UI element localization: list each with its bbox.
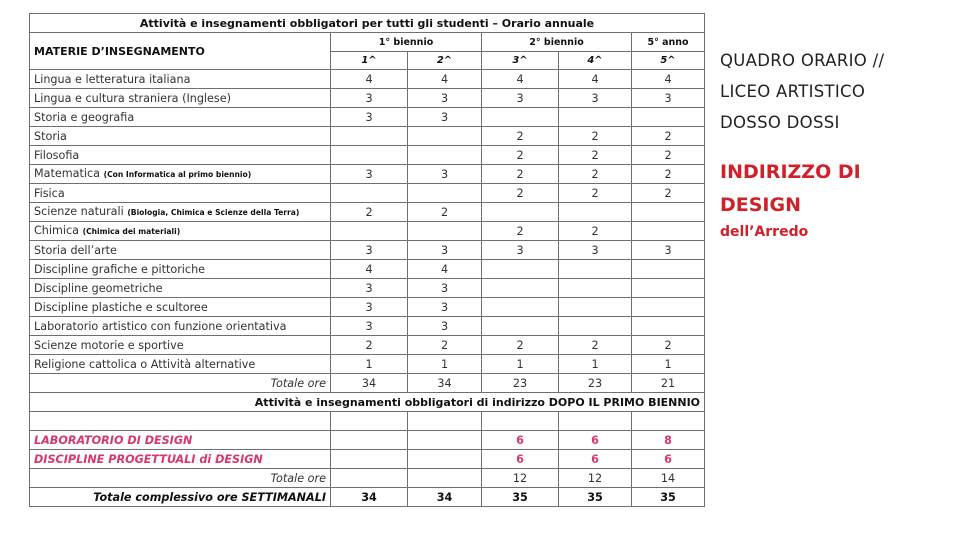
hours-cell: 4	[482, 70, 559, 89]
hours-cell: 2	[482, 222, 559, 241]
complessivo-cell: 34	[408, 488, 482, 507]
hours-cell: 3	[408, 279, 482, 298]
complessivo-label: Totale complessivo ore SETTIMANALI	[30, 488, 331, 507]
side-spacer	[720, 138, 884, 156]
year-header-1: 1^	[331, 52, 408, 70]
empty-cell	[632, 412, 705, 431]
hours-cell	[408, 127, 482, 146]
indirizzo-hours-cell	[408, 431, 482, 450]
subject-cell	[30, 203, 331, 222]
hours-cell: 4	[559, 70, 632, 89]
subject-label: Scienze naturali	[34, 205, 124, 218]
totale-cell: 23	[482, 374, 559, 393]
hours-cell: 4	[331, 260, 408, 279]
subject-cell	[30, 89, 331, 108]
totale-cell: 34	[331, 374, 408, 393]
hours-cell	[559, 317, 632, 336]
subject-cell	[30, 70, 331, 89]
side-title-line-3: DOSSO DOSSI	[720, 113, 840, 132]
hours-cell: 3	[408, 298, 482, 317]
indirizzo-subheading: dell’Arredo	[720, 224, 809, 240]
indirizzo-subject: DISCIPLINE PROGETTUALI di DESIGN	[30, 450, 331, 469]
indirizzo-totale-cell: 12	[482, 469, 559, 488]
hours-cell: 2	[331, 336, 408, 355]
subject-label: Filosofia	[34, 148, 80, 162]
empty-cell	[408, 412, 482, 431]
group-header-1-biennio: 1° biennio	[331, 33, 482, 52]
hours-cell: 2	[408, 336, 482, 355]
subject-label: Scienze motorie e sportive	[34, 338, 184, 352]
empty-row	[30, 412, 705, 431]
indirizzo-hours-cell: 6	[559, 450, 632, 469]
hours-cell	[559, 298, 632, 317]
subject-label: Chimica	[34, 224, 80, 237]
hours-cell: 3	[482, 241, 559, 260]
indirizzo-hours-cell	[331, 450, 408, 469]
hours-cell	[331, 184, 408, 203]
year-header-5: 5^	[632, 52, 705, 70]
hours-cell: 3	[632, 241, 705, 260]
subject-label: Discipline plastiche e scultoree	[34, 300, 208, 314]
table-row	[30, 355, 705, 374]
subject-note: (Biologia, Chimica e Scienze della Terra)	[127, 208, 300, 217]
table-row	[30, 336, 705, 355]
hours-cell: 3	[331, 165, 408, 184]
hours-cell: 1	[408, 355, 482, 374]
hours-cell: 1	[331, 355, 408, 374]
indirizzo-heading-line-1: INDIRIZZO DI	[720, 161, 861, 183]
table-row	[30, 70, 705, 89]
hours-cell: 2	[482, 165, 559, 184]
side-title-line-1: QUADRO ORARIO //	[720, 51, 885, 70]
hours-cell	[408, 146, 482, 165]
indirizzo-title-row	[30, 393, 705, 412]
table-row	[30, 89, 705, 108]
hours-cell: 2	[559, 127, 632, 146]
indirizzo-row	[30, 431, 705, 450]
table-row	[30, 184, 705, 203]
hours-cell: 3	[408, 89, 482, 108]
hours-cell: 4	[632, 70, 705, 89]
hours-cell	[331, 146, 408, 165]
materie-header: MATERIE D’INSEGNAMENTO	[30, 33, 331, 70]
subject-label: Storia	[34, 129, 67, 143]
hours-cell	[408, 184, 482, 203]
hours-cell	[331, 127, 408, 146]
hours-cell: 3	[331, 241, 408, 260]
year-header-3: 3^	[482, 52, 559, 70]
hours-cell: 3	[408, 241, 482, 260]
empty-cell	[482, 412, 559, 431]
hours-cell: 1	[482, 355, 559, 374]
hours-cell: 2	[559, 146, 632, 165]
subject-cell	[30, 336, 331, 355]
orario-table-body	[30, 14, 705, 507]
hours-cell	[482, 108, 559, 127]
indirizzo-totale-cell	[408, 469, 482, 488]
hours-cell: 3	[331, 108, 408, 127]
indirizzo-hours-cell: 6	[559, 431, 632, 450]
indirizzo-heading-line-2: DESIGN	[720, 194, 802, 216]
subject-label: Storia e geografia	[34, 110, 135, 124]
subject-label: Religione cattolica o Attività alternative	[34, 357, 256, 371]
hours-cell: 4	[408, 260, 482, 279]
hours-cell: 3	[408, 165, 482, 184]
subject-note: (Chimica dei materiali)	[82, 227, 181, 236]
hours-cell: 3	[632, 89, 705, 108]
hours-cell: 2	[559, 165, 632, 184]
table-row	[30, 298, 705, 317]
hours-cell	[632, 317, 705, 336]
indirizzo-subject: LABORATORIO DI DESIGN	[30, 431, 331, 450]
table-row	[30, 241, 705, 260]
indirizzo-totale-label: Totale ore	[30, 469, 331, 488]
hours-cell: 3	[408, 317, 482, 336]
hours-cell	[482, 298, 559, 317]
hours-cell: 2	[559, 336, 632, 355]
indirizzo-hours-cell: 6	[482, 431, 559, 450]
hours-cell: 2	[559, 222, 632, 241]
hours-cell: 2	[482, 127, 559, 146]
hours-cell: 2	[482, 146, 559, 165]
hours-cell: 1	[559, 355, 632, 374]
complessivo-cell: 35	[632, 488, 705, 507]
totale-cell: 23	[559, 374, 632, 393]
hours-cell: 3	[331, 317, 408, 336]
hours-cell: 2	[632, 336, 705, 355]
hours-cell	[559, 108, 632, 127]
hours-cell	[559, 260, 632, 279]
table-row	[30, 203, 705, 222]
table-title: Attività e insegnamenti obbligatori per tutti gli studenti – Orario annuale	[30, 14, 705, 33]
indirizzo-totale-cell	[331, 469, 408, 488]
side-title-line-2: LICEO ARTISTICO	[720, 82, 866, 101]
hours-cell: 2	[632, 127, 705, 146]
indirizzo-hours-cell	[408, 450, 482, 469]
totale-cell: 21	[632, 374, 705, 393]
hours-cell: 3	[559, 241, 632, 260]
hours-cell	[408, 222, 482, 241]
hours-cell	[559, 279, 632, 298]
empty-cell	[331, 412, 408, 431]
subject-label: Discipline geometriche	[34, 281, 163, 295]
indirizzo-totale-cell: 12	[559, 469, 632, 488]
hours-cell: 3	[331, 298, 408, 317]
hours-cell	[331, 222, 408, 241]
hours-cell	[632, 298, 705, 317]
indirizzo-hours-cell: 6	[632, 450, 705, 469]
indirizzo-hours-cell: 8	[632, 431, 705, 450]
subject-label: Fisica	[34, 186, 65, 200]
hours-cell	[632, 108, 705, 127]
table-row	[30, 317, 705, 336]
hours-cell	[482, 317, 559, 336]
hours-cell: 2	[482, 184, 559, 203]
totale-label: Totale ore	[30, 374, 331, 393]
hours-cell	[482, 203, 559, 222]
subject-label: Lingua e letteratura italiana	[34, 72, 191, 86]
complessivo-cell: 35	[559, 488, 632, 507]
subject-note: (Con Informatica al primo biennio)	[103, 170, 252, 179]
side-panel	[720, 45, 884, 242]
subject-cell	[30, 298, 331, 317]
subject-cell	[30, 146, 331, 165]
hours-cell: 4	[408, 70, 482, 89]
hours-cell	[482, 279, 559, 298]
hours-cell: 3	[408, 108, 482, 127]
year-header-4: 4^	[559, 52, 632, 70]
hours-cell: 3	[331, 279, 408, 298]
indirizzo-totale-row	[30, 469, 705, 488]
complessivo-cell: 34	[331, 488, 408, 507]
subject-label: Lingua e cultura straniera (Inglese)	[34, 91, 231, 105]
subject-label: Matematica	[34, 167, 101, 180]
hours-cell: 3	[482, 89, 559, 108]
hours-cell	[632, 203, 705, 222]
complessivo-cell: 35	[482, 488, 559, 507]
table-group-header-row	[30, 33, 705, 52]
totale-row	[30, 374, 705, 393]
table-row	[30, 222, 705, 241]
orario-table	[29, 13, 705, 507]
subject-cell	[30, 260, 331, 279]
subject-label: Discipline grafiche e pittoriche	[34, 262, 206, 276]
hours-cell: 2	[632, 146, 705, 165]
hours-cell: 2	[632, 184, 705, 203]
subject-cell	[30, 355, 331, 374]
hours-cell	[632, 260, 705, 279]
subject-cell	[30, 184, 331, 203]
empty-cell	[559, 412, 632, 431]
totale-cell: 34	[408, 374, 482, 393]
hours-cell: 3	[331, 89, 408, 108]
group-header-5-anno: 5° anno	[632, 33, 705, 52]
subject-cell	[30, 241, 331, 260]
table-row	[30, 146, 705, 165]
empty-cell	[30, 412, 331, 431]
hours-cell: 2	[408, 203, 482, 222]
hours-cell: 2	[632, 165, 705, 184]
table-row	[30, 279, 705, 298]
subject-cell	[30, 127, 331, 146]
hours-cell: 2	[482, 336, 559, 355]
hours-cell: 2	[559, 184, 632, 203]
subject-cell	[30, 317, 331, 336]
indirizzo-hours-cell: 6	[482, 450, 559, 469]
table-row	[30, 127, 705, 146]
subject-label: Storia dell’arte	[34, 243, 117, 257]
indirizzo-title: Attività e insegnamenti obbligatori di indirizzo DOPO IL PRIMO BIENNIO	[30, 393, 705, 412]
subject-cell	[30, 108, 331, 127]
hours-cell	[632, 279, 705, 298]
hours-cell: 2	[331, 203, 408, 222]
indirizzo-totale-cell: 14	[632, 469, 705, 488]
hours-cell	[482, 260, 559, 279]
table-row	[30, 165, 705, 184]
table-row	[30, 108, 705, 127]
subject-cell	[30, 279, 331, 298]
group-header-2-biennio: 2° biennio	[482, 33, 632, 52]
table-title-row	[30, 14, 705, 33]
subject-cell	[30, 222, 331, 241]
year-header-2: 2^	[408, 52, 482, 70]
complessivo-row	[30, 488, 705, 507]
subject-cell	[30, 165, 331, 184]
hours-cell	[632, 222, 705, 241]
table-row	[30, 260, 705, 279]
indirizzo-hours-cell	[331, 431, 408, 450]
subject-label: Laboratorio artistico con funzione orientativa	[34, 319, 287, 333]
hours-cell: 3	[559, 89, 632, 108]
indirizzo-row	[30, 450, 705, 469]
hours-cell: 1	[632, 355, 705, 374]
hours-cell: 4	[331, 70, 408, 89]
hours-cell	[559, 203, 632, 222]
